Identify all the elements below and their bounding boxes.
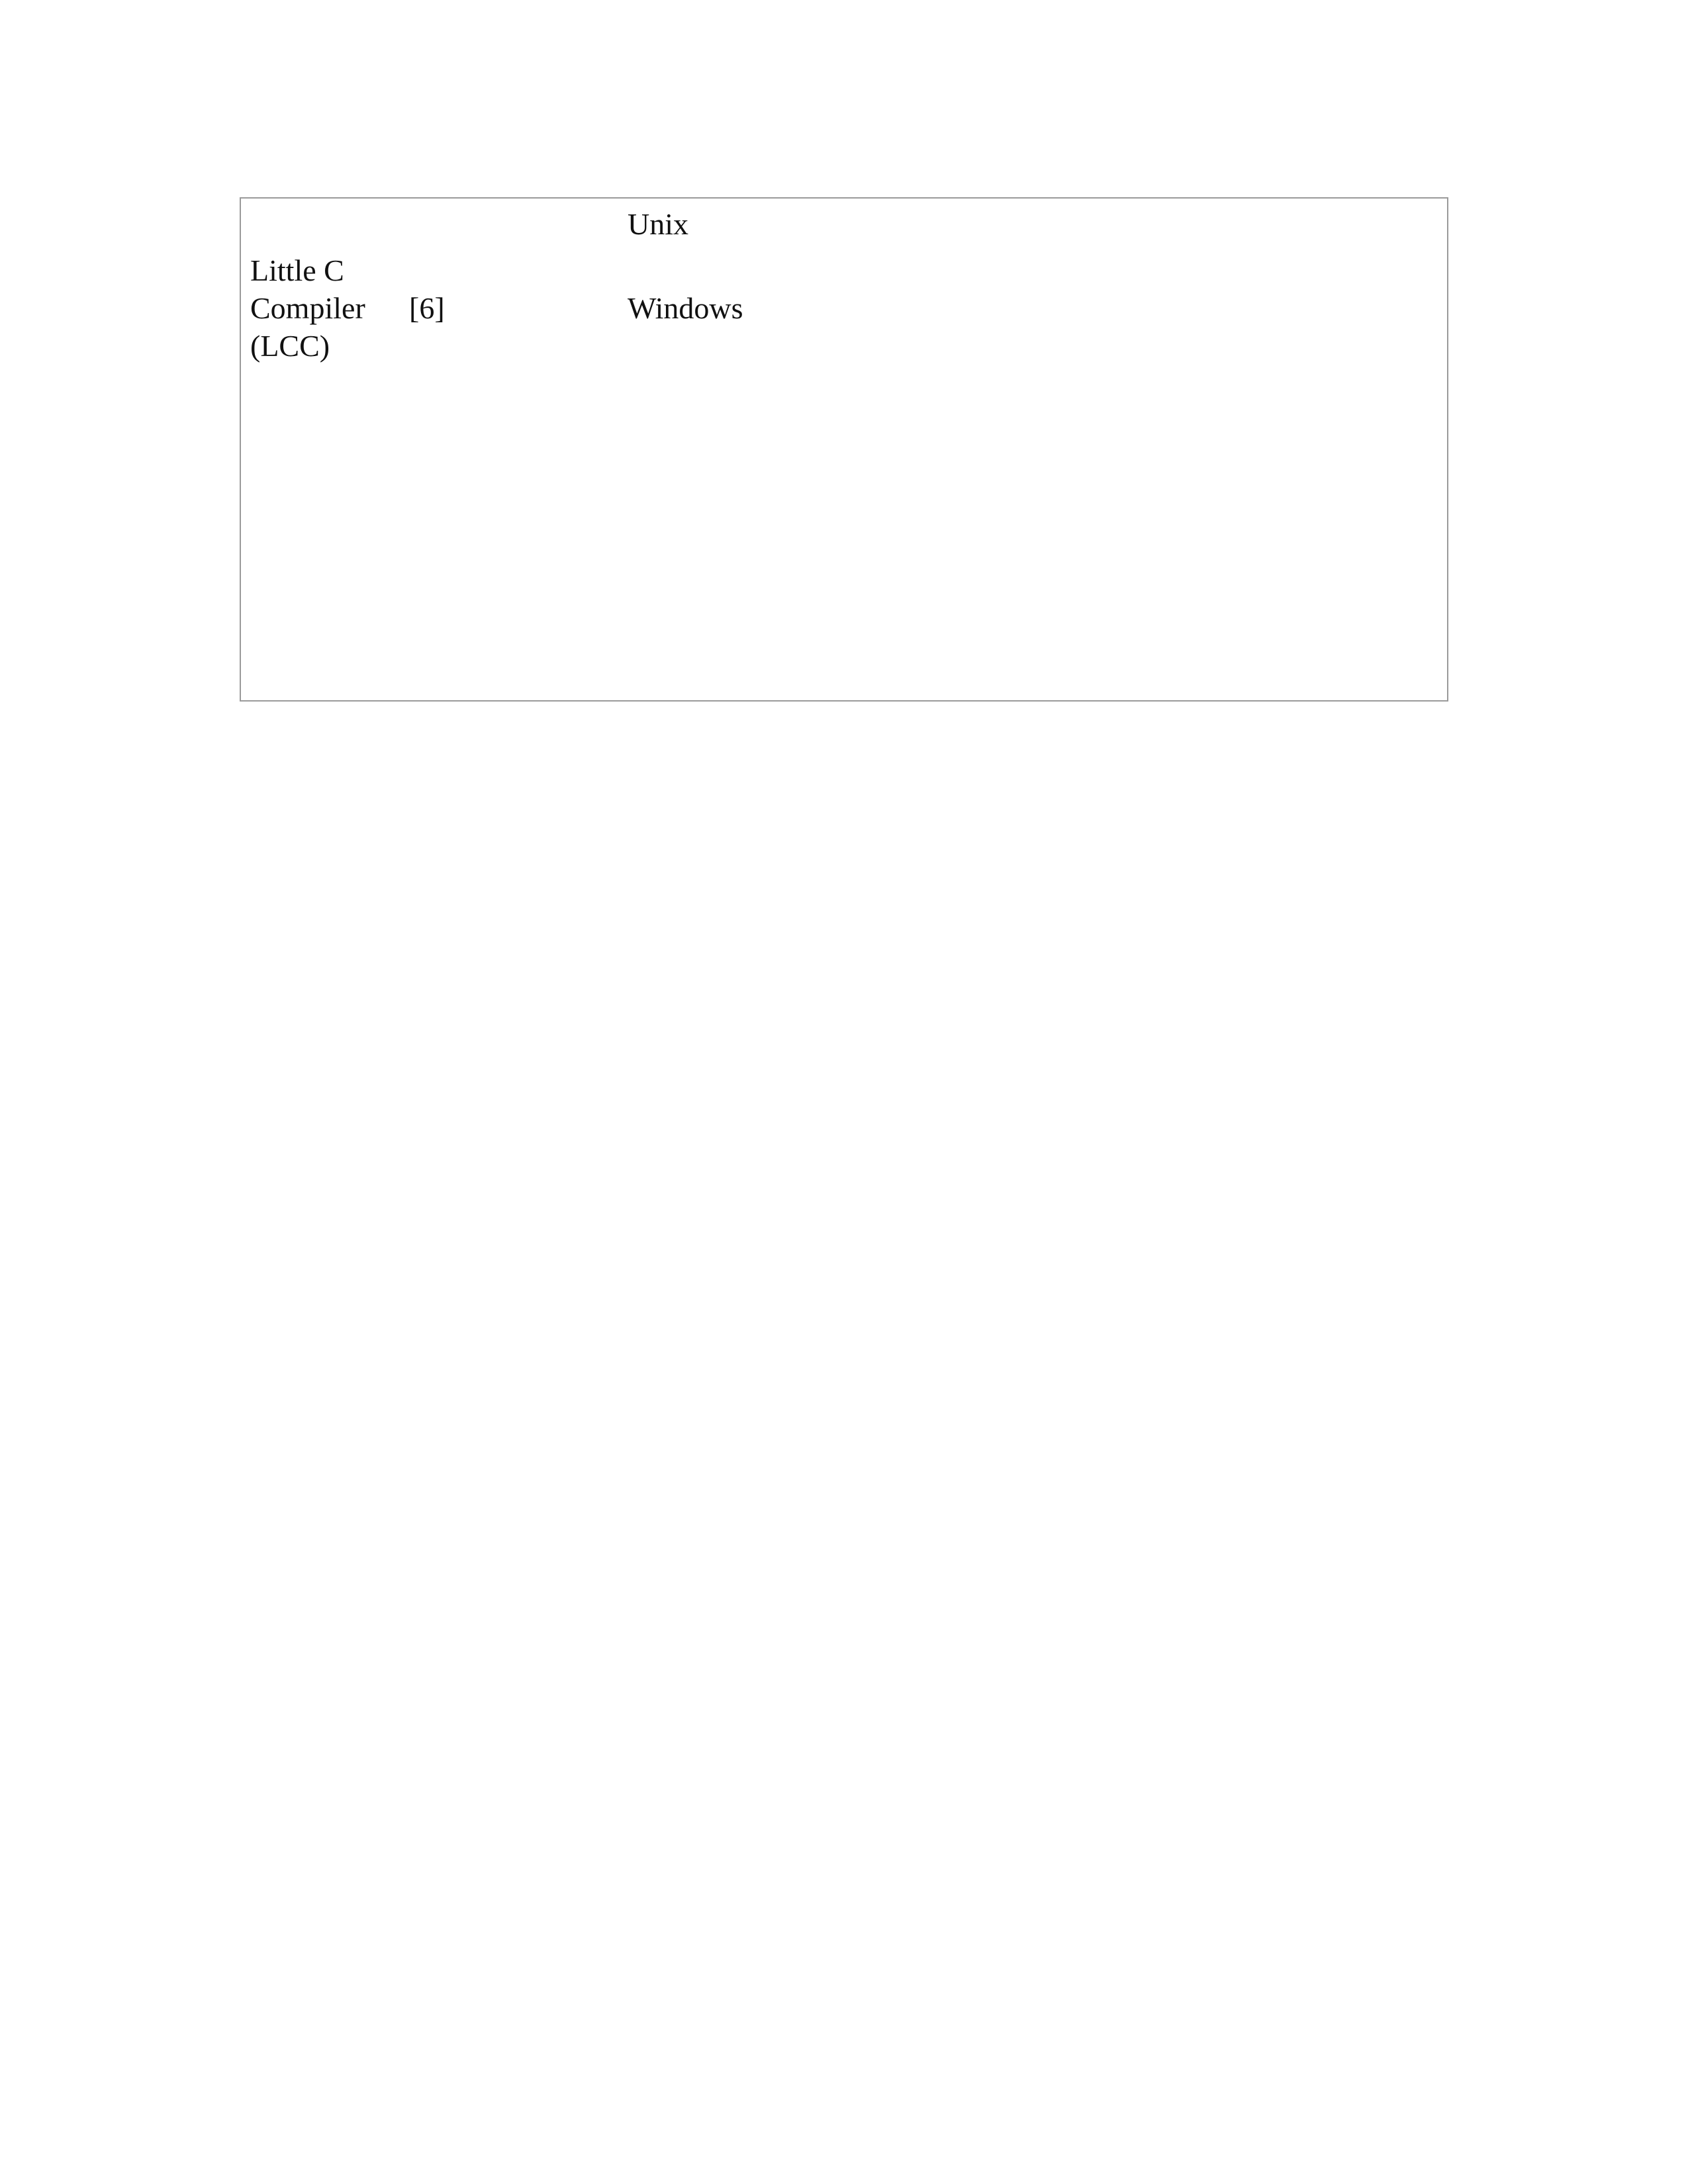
compiler-table [240, 197, 1448, 702]
table-row-1-name: Little C Compiler (LCC) [250, 253, 365, 363]
table-row-1-ref: [6] [409, 291, 445, 325]
table-row-0-platform: Unix [628, 207, 688, 241]
table-row-1-platform: Windows [628, 291, 743, 325]
